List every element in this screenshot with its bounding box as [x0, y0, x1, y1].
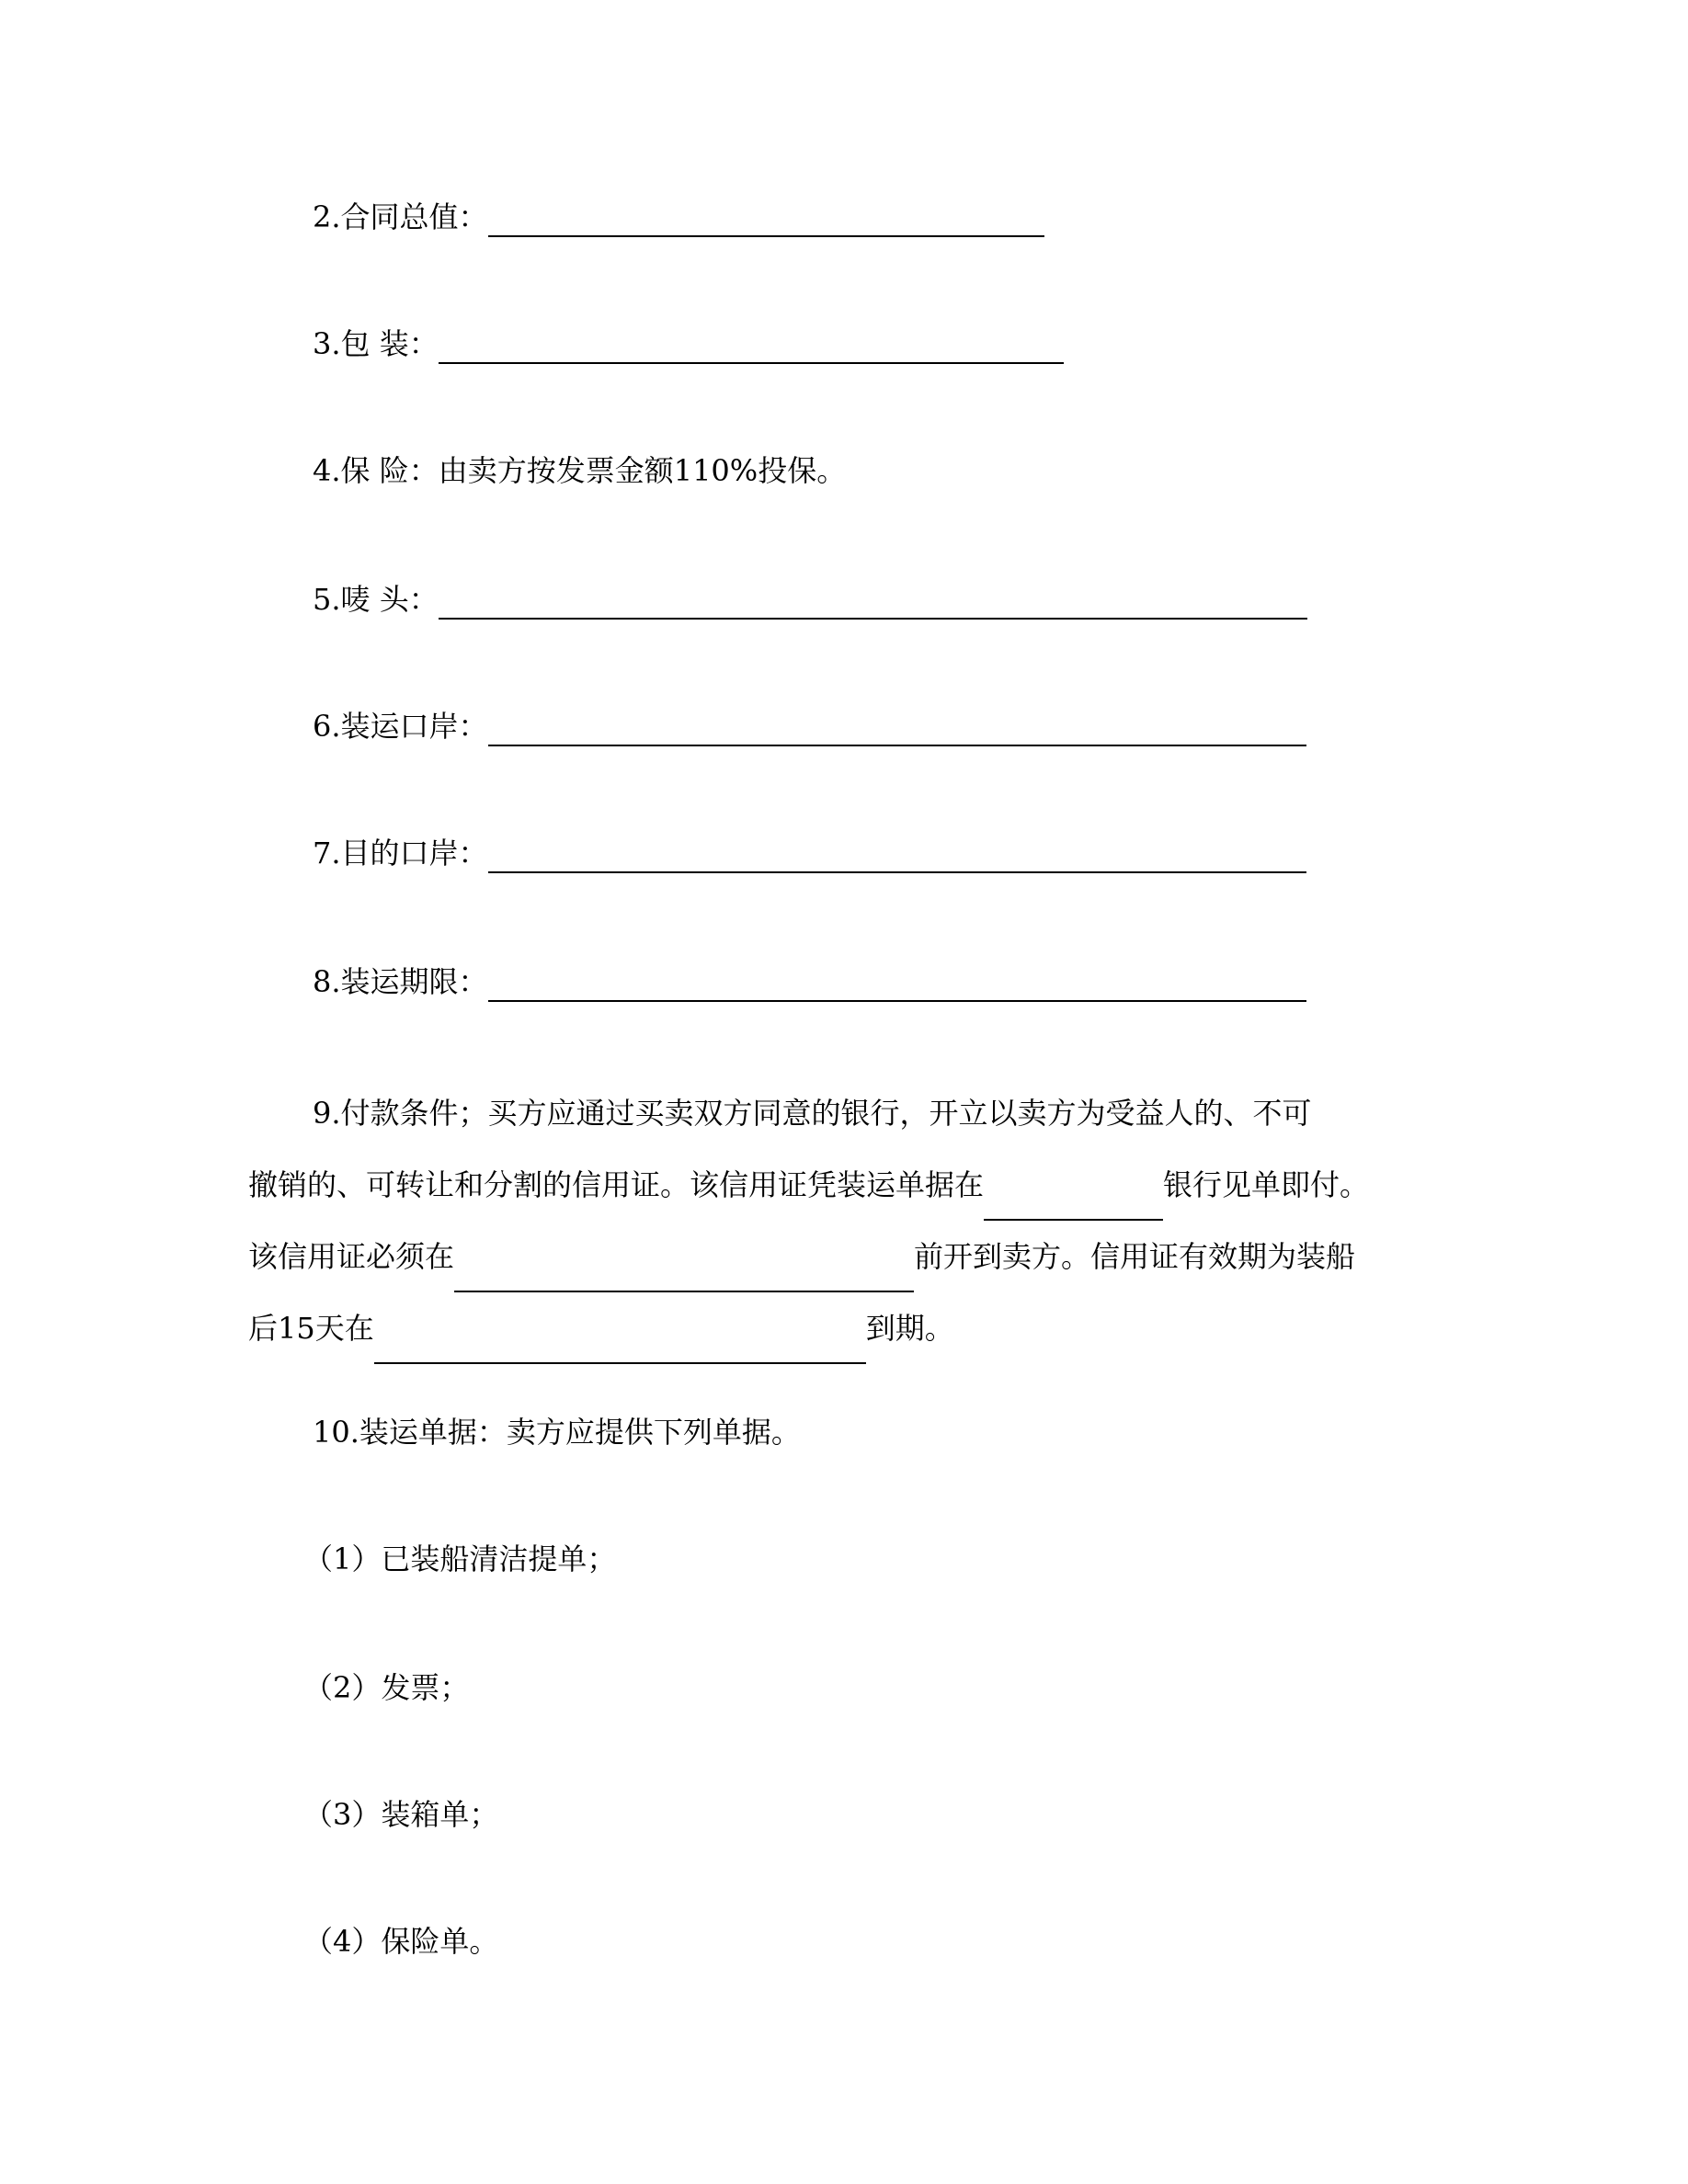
contract-value-blank[interactable]	[488, 202, 1044, 237]
doc-item-bill-of-lading: （1）已装船清洁提单；	[303, 1541, 617, 1576]
marks-blank[interactable]	[439, 585, 1307, 620]
shipping-docs-heading	[313, 1412, 801, 1452]
shipping-docs-heading-text: 10.装运单据：卖方应提供下列单据。	[313, 1415, 801, 1450]
packing-row	[313, 324, 1064, 364]
shipment-period-label: 8.装运期限：	[313, 964, 488, 999]
doc-list-item	[303, 1921, 498, 1962]
shipment-period-blank[interactable]	[488, 967, 1306, 1002]
loading-port-label: 6.装运口岸：	[313, 709, 488, 744]
payment-line-4	[248, 1292, 1434, 1364]
payment-line-2-text-a: 撤销的、可转让和分割的信用证。该信用证凭装运单据在	[248, 1167, 985, 1202]
marks-label: 5.唛 头：	[313, 582, 439, 617]
payment-line-1-text: 9.付款条件；买方应通过买卖双方同意的银行，开立以卖方为受益人的、不可	[313, 1096, 1312, 1131]
destination-port-label: 7.目的口岸：	[313, 836, 488, 870]
payment-terms-paragraph	[248, 1077, 1434, 1364]
payment-line-2	[248, 1149, 1434, 1221]
destination-port-row	[313, 833, 1306, 873]
loading-port-blank[interactable]	[488, 711, 1306, 746]
paying-bank-blank[interactable]	[984, 1186, 1163, 1221]
doc-list-item	[303, 1539, 616, 1579]
contract-value-row	[313, 197, 1044, 237]
doc-item-invoice: （2）发票；	[303, 1670, 470, 1705]
destination-port-blank[interactable]	[488, 838, 1306, 873]
payment-line-3-text-b: 前开到卖方。信用证有效期为装船	[914, 1239, 1356, 1274]
shipment-period-row	[313, 961, 1306, 1002]
marks-row	[313, 579, 1307, 620]
lc-expiry-place-blank[interactable]	[374, 1329, 866, 1364]
payment-line-3	[248, 1221, 1434, 1292]
loading-port-row	[313, 706, 1306, 746]
packing-blank[interactable]	[439, 329, 1064, 364]
contract-value-label: 2.合同总值：	[313, 199, 488, 234]
payment-line-4-text-a: 后15天在	[248, 1311, 374, 1346]
payment-line-2-text-b: 银行见单即付。	[1163, 1167, 1370, 1202]
insurance-text: 4.保 险：由卖方按发票金额110%投保。	[313, 453, 847, 488]
doc-list-item	[303, 1667, 469, 1708]
insurance-row	[313, 450, 846, 491]
lc-open-date-blank[interactable]	[454, 1257, 914, 1292]
doc-item-insurance-policy: （4）保险单。	[303, 1924, 499, 1959]
doc-list-item	[303, 1794, 498, 1835]
packing-label: 3.包 装：	[313, 326, 439, 361]
payment-line-3-text-a: 该信用证必须在	[248, 1239, 455, 1274]
payment-line-1	[248, 1077, 1434, 1149]
doc-item-packing-list: （3）装箱单；	[303, 1797, 499, 1832]
payment-line-4-text-b: 到期。	[865, 1311, 954, 1346]
